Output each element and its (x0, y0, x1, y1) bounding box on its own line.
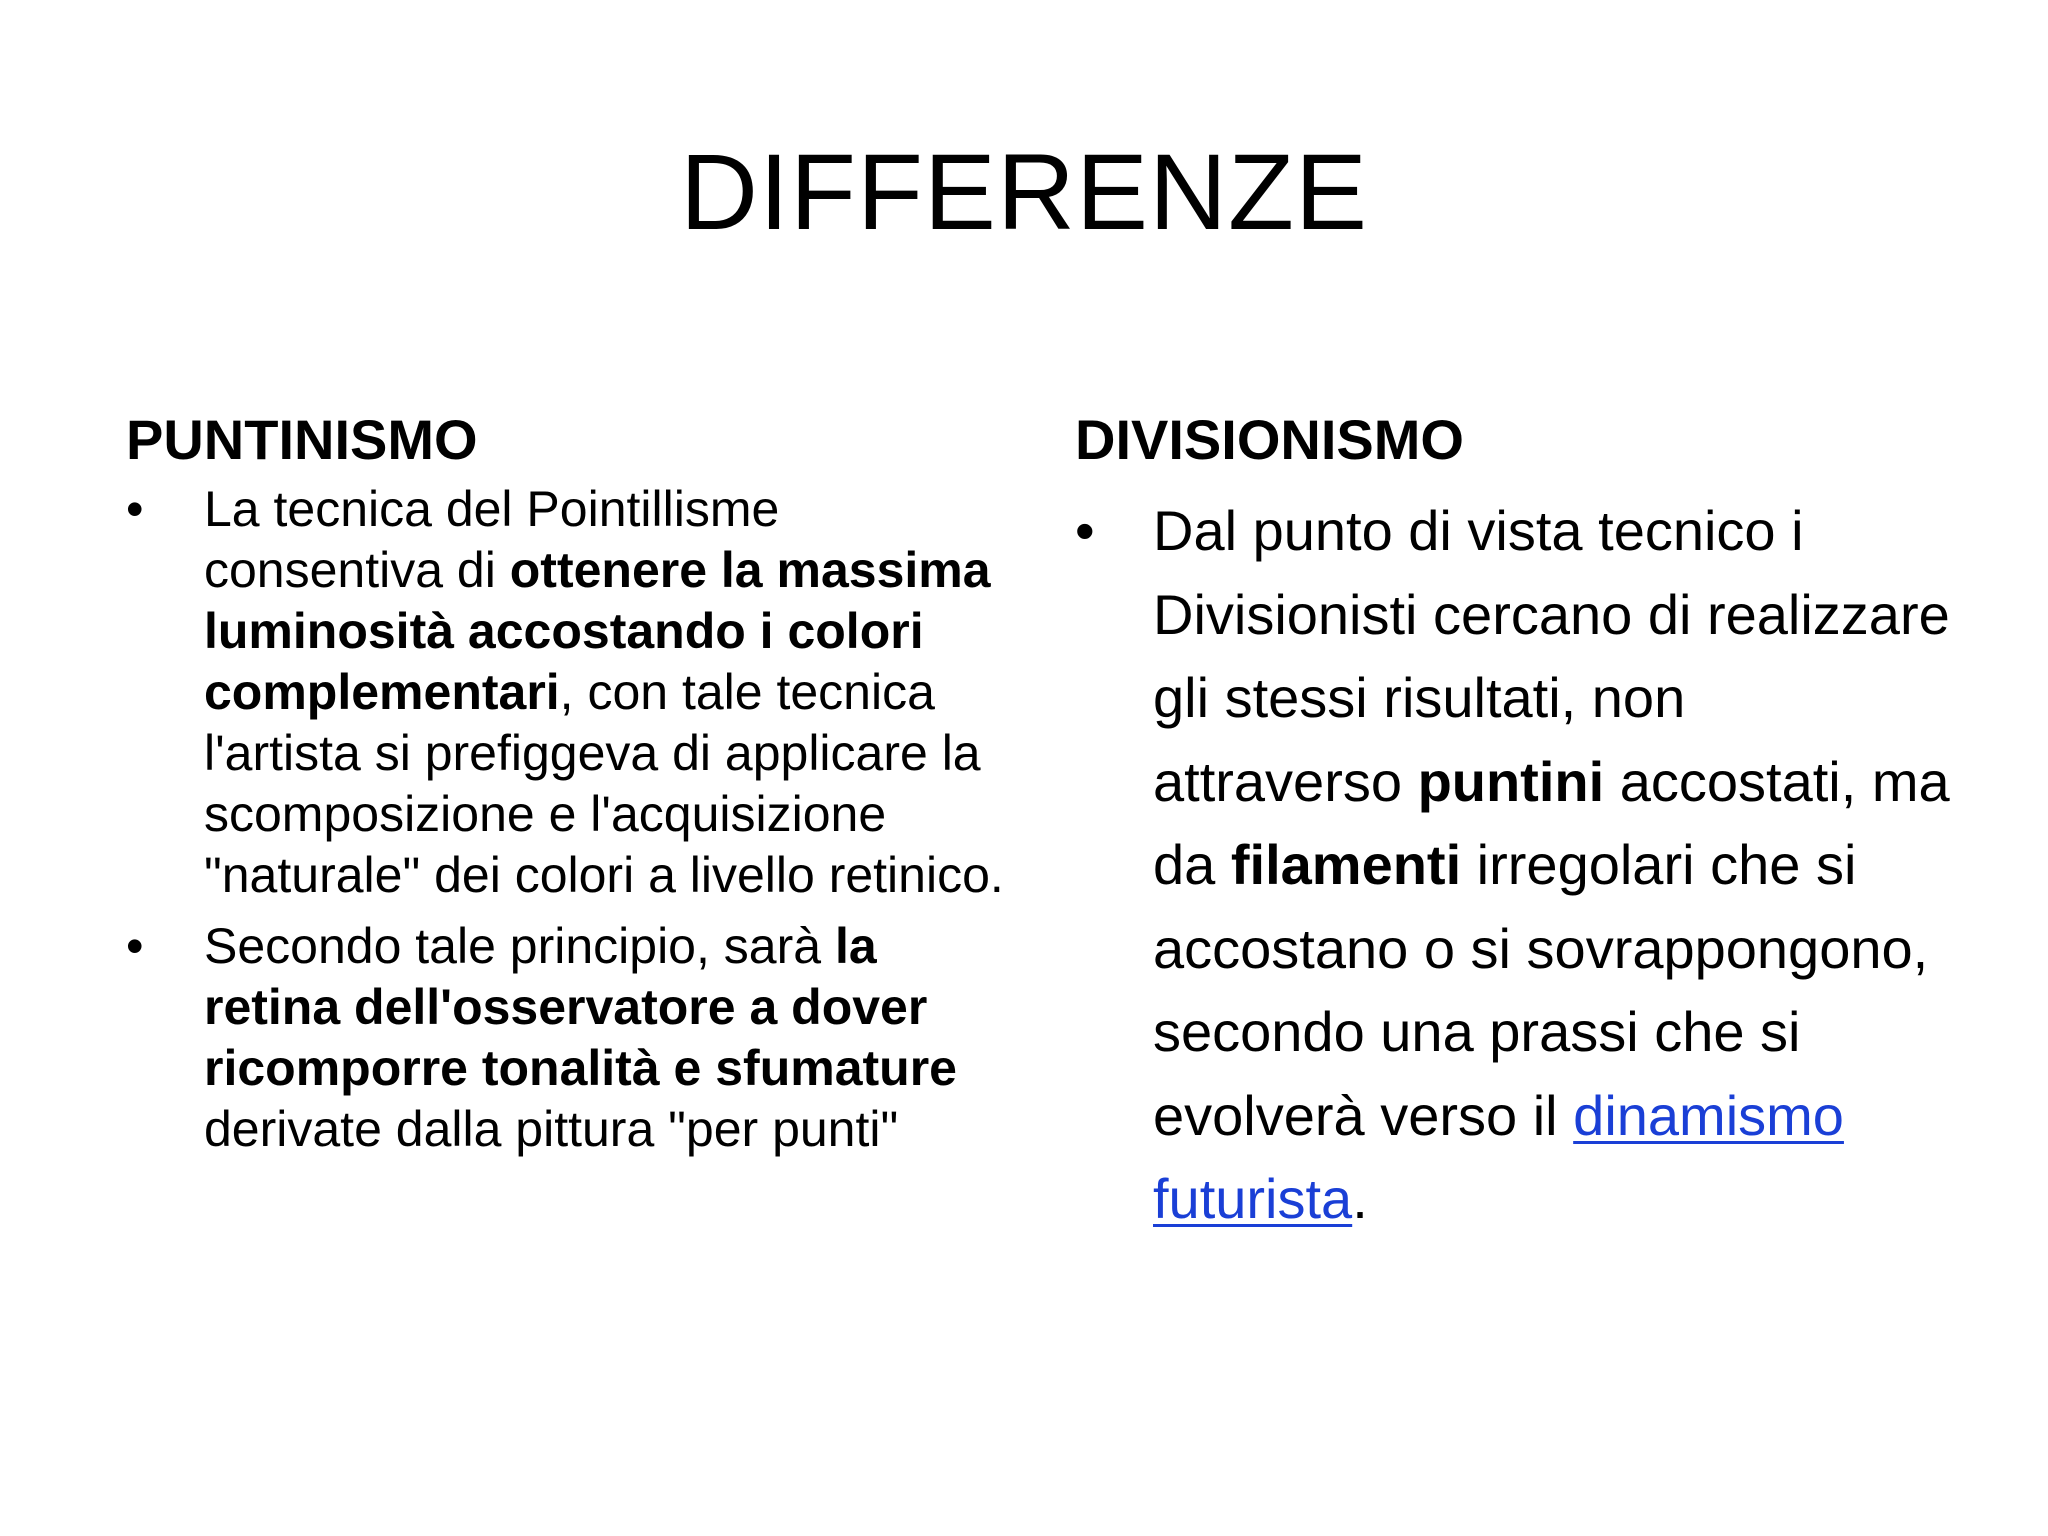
bullet-icon: • (126, 481, 144, 537)
bullet-text: attraverso (1153, 749, 1418, 813)
puntinismo-column (126, 405, 1026, 1170)
bullet-text: irregolari che si accostano o si sovrappongono, secondo una prassi che si evolverà verso il (1153, 833, 1929, 1147)
slide-title: DIFFERENZE (679, 131, 1368, 252)
bullet-bold-text: la retina dell'osservatore a dover ricomporre tonalità e sfumature (204, 918, 957, 1096)
divisionismo-bullet-list (1075, 489, 1975, 1241)
divisionismo-heading: DIVISIONISMO (1075, 408, 1464, 471)
bullet-text: . (1352, 1167, 1368, 1230)
bullet-bold-text: ottenere la massima luminosità accostando i colori complementari (204, 542, 991, 720)
puntinismo-bullet-1 (126, 479, 1026, 906)
bullet-text: accostati, ma da (1153, 749, 1950, 896)
divisionismo-bullet-1 (1075, 489, 1975, 1241)
bullet-icon: • (1075, 499, 1095, 562)
bullet-icon: • (126, 918, 144, 974)
bullet-text: Dal punto di vista tecnico i Divisionisti cercano di realizzare gli stessi risultati, non (1153, 499, 1950, 729)
dinamismo-futurista-link[interactable]: dinamismo futurista (1153, 1083, 1844, 1230)
bullet-bold-text: filamenti (1230, 833, 1462, 896)
puntinismo-heading: PUNTINISMO (126, 408, 478, 471)
divisionismo-column (1075, 405, 1975, 1241)
bullet-text: La tecnica del Pointillisme consentiva di (204, 481, 780, 598)
bullet-bold-text: puntini (1417, 749, 1605, 813)
puntinismo-bullet-2 (126, 916, 1026, 1160)
bullet-text: derivate dalla pittura "per punti" (204, 1101, 899, 1157)
bullet-text: Secondo tale principio, sarà (204, 918, 835, 974)
puntinismo-bullet-list (126, 479, 1026, 1160)
bullet-text: , con tale tecnica l'artista si prefiggeva di applicare la scomposizione e l'acquisizione "naturale" dei colori a livello retinico. (204, 664, 1004, 903)
